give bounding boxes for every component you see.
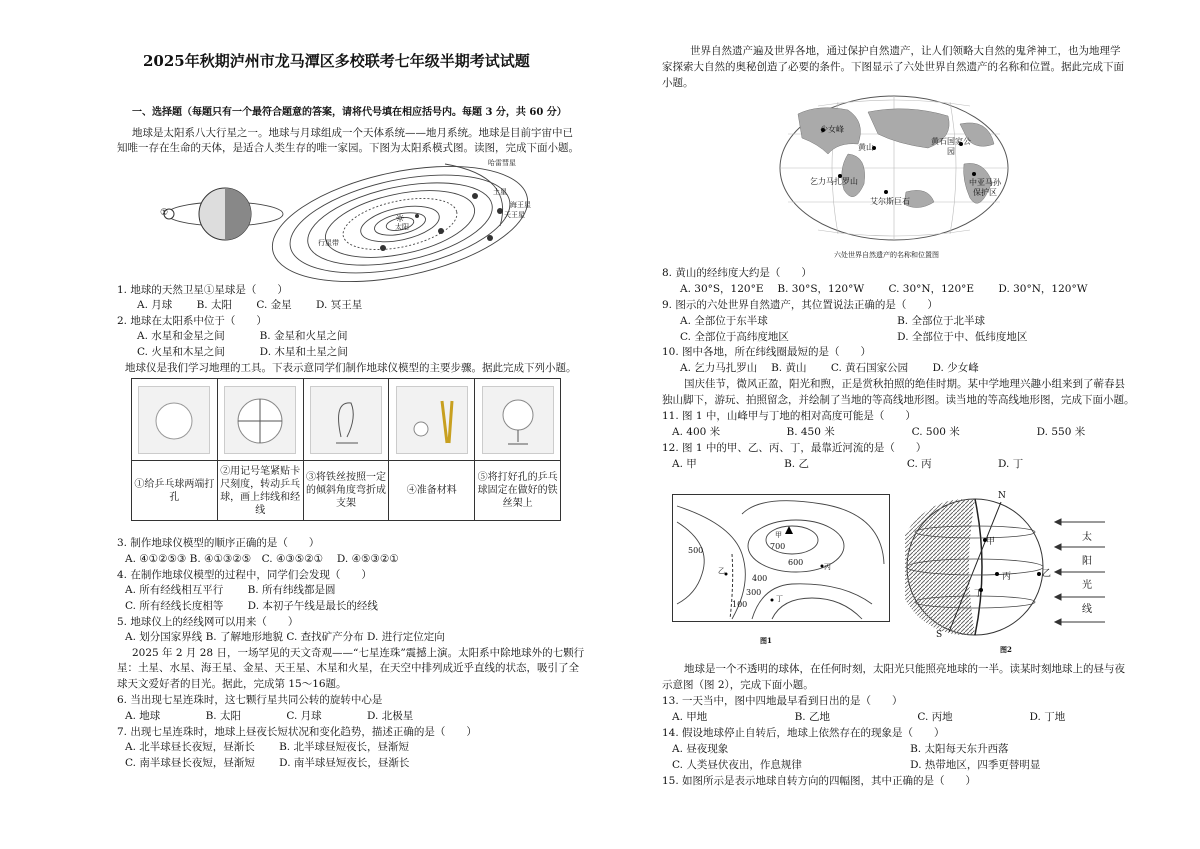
contour-300: 300: [746, 588, 762, 597]
fig1-caption: 图1: [760, 636, 772, 645]
options-7b: C. 南半球昼长夜短，昼渐短 D. 南半球昼短夜长，昼渐长: [125, 757, 410, 769]
intro-daynight: 示意图（图 2），完成下面小题。: [662, 679, 814, 691]
intro-text: 知唯一存在生命的天体，是适合人类生存的唯一家园。下图为太阳系模式图。读图，完成下面小题。: [117, 142, 579, 154]
options-2a: A. 水星和金星之间 B. 金星和火星之间: [137, 330, 348, 342]
page-title: 2025年秋期泸州市龙马潭区多校联考七年级半期考试试题: [143, 52, 530, 70]
intro-heritage: 世界自然遗产遍及世界各地，通过保护自然遗产，让人们领略大自然的鬼斧神工，也为地理学: [690, 45, 1121, 57]
sun-label: 太阳: [395, 223, 409, 231]
step-4: ④准备材料: [389, 461, 475, 521]
options-12: A. 甲 B. 乙 C. 丙 D. 丁: [672, 458, 1024, 470]
step-photo: [224, 386, 296, 454]
label-yi: 乙: [718, 567, 725, 575]
step-5: ⑤将打好孔的乒乓球固定在做好的铁丝架上: [475, 461, 561, 521]
fig2-caption: 图2: [1000, 645, 1012, 654]
section-heading: 一、选择题（每题只有一个最符合题意的答案，请将代号填在相应括号内。每题 3 分，共 60 分）: [132, 107, 567, 118]
question-11: 11. 图 1 中，山峰甲与丁地的相对高度可能是（ ）: [662, 410, 916, 422]
step-photo: [310, 386, 382, 454]
asteroid-label: 行星带: [318, 239, 339, 247]
step-photo: [138, 386, 210, 454]
map-label-yellowstone: 黄石国家公园: [931, 137, 971, 156]
options-10: A. 乞力马扎罗山 B. 黄山 C. 黄石国家公园 D. 少女峰: [680, 362, 979, 374]
question-14: 14. 假设地球停止自转后，地球上依然存在的现象是（ ）: [662, 727, 945, 739]
options-14a: A. 昼夜现象 B. 太阳每天东升西落: [672, 743, 1009, 755]
comet-label: 哈雷彗星: [488, 159, 516, 167]
day-night-figure: [905, 492, 1110, 644]
intro-daynight: 地球是一个不透明的球体，在任何时刻，太阳光只能照亮地球的一半。读某时刻地球上的昼与夜: [684, 663, 1125, 675]
options-4a: A. 所有经线相互平行 B. 所有纬线都是圆: [125, 584, 336, 596]
options-5: A. 划分国家界线 B. 了解地形地貌 C. 查找矿产分布 D. 进行定位定向: [125, 631, 445, 643]
question-15: 15. 如图所示是表示地球自转方向的四幅图，其中正确的是（ ）: [662, 775, 977, 787]
north-label: N: [998, 491, 1006, 501]
options-3: A. ④①②⑤③ B. ④①③②⑤ C. ④③⑤②① D. ④⑤③②①: [125, 553, 399, 565]
question-7: 7. 出现七星连珠时，地球上昼夜长短状况和变化趋势，描述正确的是（ ）: [117, 726, 477, 738]
options-9a: A. 全部位于东半球 B. 全部位于北半球: [680, 315, 985, 327]
label-jia: 甲: [775, 531, 782, 539]
question-5: 5. 地球仪上的经线网可以用来（ ）: [117, 616, 299, 628]
fig2-yi: 乙: [1042, 569, 1052, 579]
fig2-ding: 丁: [974, 589, 984, 599]
question-8: 8. 黄山的经纬度大约是（ ）: [662, 267, 812, 279]
contour-400: 400: [752, 574, 768, 583]
intro-planets: 星：土星、水星、海王星、金星、天王星、木星和火星，在天空中排列成近乎直线的状态，吸引了全: [117, 662, 579, 674]
map-label-amazon: 中亚马孙保护区: [969, 178, 1001, 197]
question-10: 10. 图中各地，所在纬线圈最短的是（ ）: [662, 346, 872, 358]
sunlight-label: 太: [1082, 532, 1092, 543]
fig2-jia: 甲: [986, 537, 996, 547]
label-bing: 丙: [824, 563, 831, 571]
map-label-uluru: 艾尔斯巨石: [870, 197, 910, 206]
intro-contour: 独山脚下，游玩、拍照留念，并绘制了当地的等高线地形图。读当地的等高线地形图，完成下面小题。: [662, 394, 1135, 406]
question-13: 13. 一天当中，图中四地最早看到日出的是（ ）: [662, 695, 903, 707]
question-4: 4. 在制作地球仪模型的过程中，同学们会发现（ ）: [117, 569, 372, 581]
options-1: A. 月球 B. 太阳 C. 金星 D. 冥王星: [137, 299, 363, 311]
map-label-jungfrau: 少女峰: [820, 125, 844, 134]
options-11: A. 400 米 B. 450 米 C. 500 米 D. 550 米: [672, 426, 1086, 438]
intro-contour: 国庆佳节，微风正盈，阳光和煦，正是赏秋拍照的绝佳时期。某中学地理兴趣小组来到了蕲春县: [684, 378, 1125, 390]
intro-planets: 2025 年 2 月 28 日，一场罕见的天文奇观——“七星连珠”震撼上演。太阳系中除地球外的七颗行: [132, 647, 585, 659]
options-14b: C. 人类昼伏夜出，作息规律 D. 热带地区，四季更替明显: [672, 759, 1041, 771]
intro-text: 地球是太阳系八大行星之一。地球与月球组成一个天体系统——地月系统。地球是目前宇宙中已: [132, 127, 573, 139]
sunlight-label: 光: [1082, 580, 1092, 591]
intro-planets: 球天文爱好者的目光。据此，完成第 15～16题。: [117, 678, 347, 690]
question-12: 12. 图 1 中的甲、乙、丙、丁，最靠近河流的是（ ）: [662, 442, 927, 454]
solar-system-figure: [155, 156, 545, 296]
step-1: ①给乒乓球两端打孔: [132, 461, 218, 521]
options-7a: A. 北半球昼长夜短，昼渐长 B. 北半球昼短夜长，昼渐短: [125, 741, 409, 753]
options-9b: C. 全部位于高纬度地区 D. 全部位于中、低纬度地区: [680, 331, 1028, 343]
question-1: 1. 地球的天然卫星①星球是（ ）: [117, 284, 288, 296]
svg-text:☼: ☼: [395, 212, 405, 225]
question-2: 2. 地球在太阳系中位于（ ）: [117, 315, 267, 327]
south-label: S: [936, 630, 943, 640]
map-label-kilimanjaro: 乞力马扎罗山: [810, 177, 858, 186]
fig2-bing: 丙: [1002, 572, 1012, 582]
step-photo: [482, 386, 554, 454]
map-caption: 六处世界自然遗产的名称和位置图: [834, 251, 939, 259]
sunlight-label: 阳: [1082, 556, 1092, 567]
uranus-label: 天王星: [504, 211, 525, 219]
saturn-label: 土星: [493, 188, 507, 196]
question-9: 9. 图示的六处世界自然遗产，其位置说法正确的是（ ）: [662, 299, 938, 311]
question-6: 6. 当出现七星连珠时，这七颗行星共同公转的旋转中心是: [117, 694, 383, 706]
map-label-huangshan: 黄山: [858, 143, 874, 152]
step-2: ②用记号笔紧贴卡尺刻度，转动乒乓球，画上纬线和经线: [217, 461, 303, 521]
intro-heritage: 小题。: [662, 77, 694, 89]
contour-700: 700: [770, 542, 786, 551]
sunlight-label: 线: [1082, 604, 1092, 615]
steps-table: [131, 378, 561, 521]
intro-globe: 地球仪是我们学习地理的工具。下表示意同学们制作地球仪模型的主要步骤。据此完成下列小题。: [125, 362, 577, 374]
label-ding: 丁: [776, 595, 783, 603]
step-photo: [396, 386, 468, 454]
contour-100: 100: [732, 600, 748, 609]
moon-label: ①: [160, 208, 169, 218]
options-2b: C. 火星和木星之间 D. 木星和土星之间: [137, 346, 348, 358]
step-3: ③将铁丝按照一定的倾斜角度弯折成支架: [303, 461, 389, 521]
contour-600: 600: [788, 558, 804, 567]
options-6: A. 地球 B. 太阳 C. 月球 D. 北极星: [125, 710, 414, 722]
question-3: 3. 制作地球仪模型的顺序正确的是（ ）: [117, 537, 320, 549]
intro-heritage: 家探索大自然的奥秘创造了必要的条件。下图显示了六处世界自然遗产的名称和位置。据此完成下面: [662, 61, 1124, 73]
options-8: A. 30°S，120°E B. 30°S，120°W C. 30°N，120°E D. 30°N，120°W: [680, 283, 1088, 295]
neptune-label: 海王星: [510, 201, 531, 209]
options-4b: C. 所有经线长度相等 D. 本初子午线是最长的经线: [125, 600, 378, 612]
options-13: A. 甲地 B. 乙地 C. 丙地 D. 丁地: [672, 711, 1066, 723]
contour-500: 500: [688, 546, 704, 555]
